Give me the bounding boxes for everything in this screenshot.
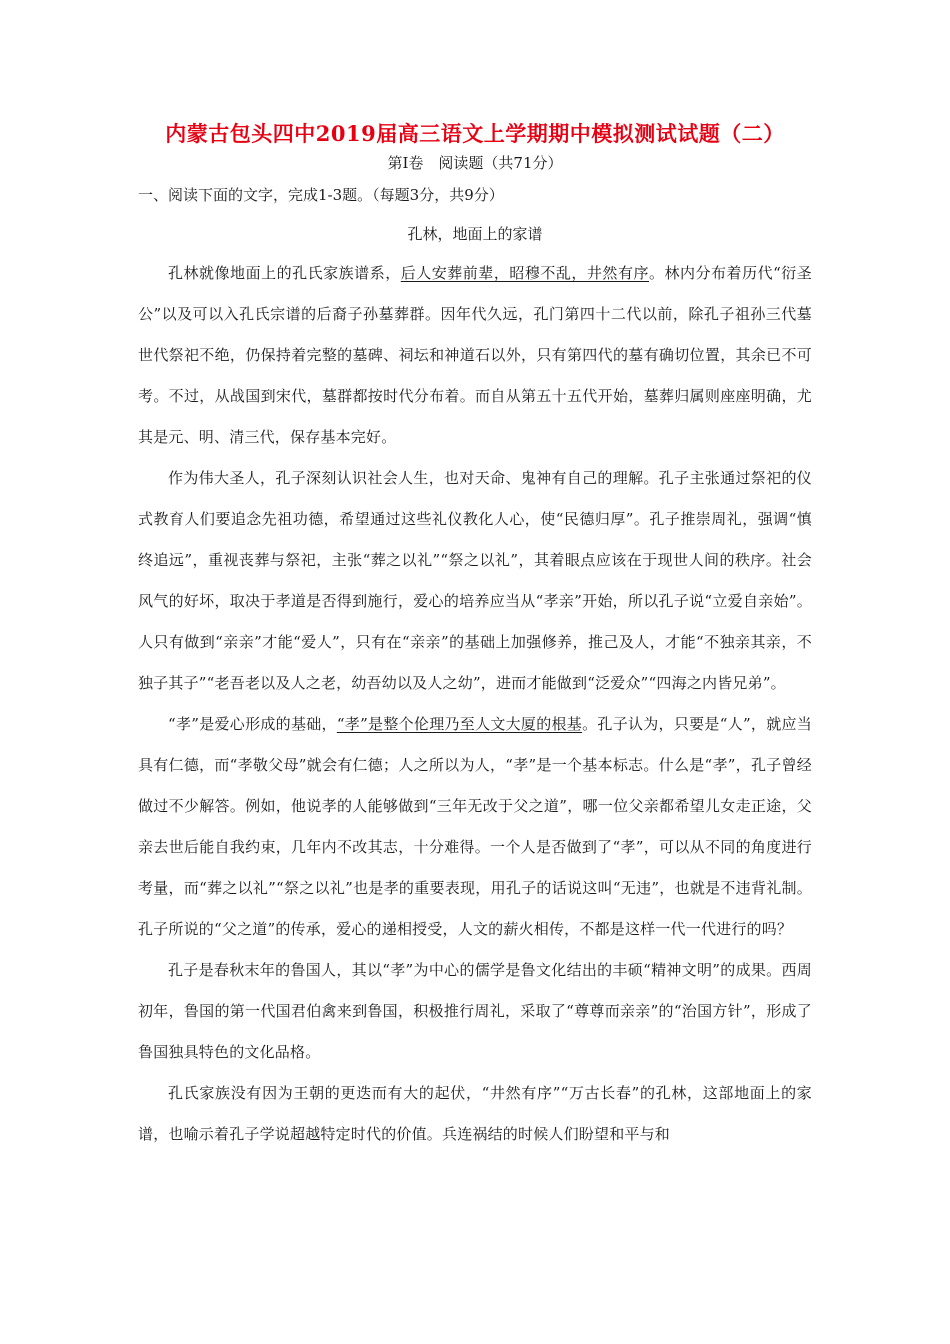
paragraph-3-text-b: 。孔子认为，只要是“人”，就应当具有仁德，而“孝敬父母”就会有仁德；人之所以为人，“孝”是一个基本标志。什么是“孝”，孔子曾经做过不少解答。例如，他说孝的人能够做到“三年无改于父之道”，哪一位父亲都希望儿女走正途，父亲去世后能自我约束，几年内不改其志，十分难得。一个人是否做到了“孝”，可以从不同的角度进行考量，而“葬之以礼”“祭之以礼”也是孝的重要表现，用孔子的话说这叫“无违”，也就是不违背礼制。孔子所说的“父之道”的传承，爱心的递相授受，人文的薪火相传，不都是这样一代一代进行的吗？: [138, 715, 812, 938]
question-instructions: 一、阅读下面的文字，完成1-3题。（每题3分，共9分）: [138, 186, 504, 204]
paragraph-4: 孔子是春秋末年的鲁国人，其以“孝”为中心的儒学是鲁文化结出的丰硕“精神文明”的成果。西周初年，鲁国的第一代国君伯禽来到鲁国，积极推行周礼，采取了“尊尊而亲亲”的“治国方针”，形成了鲁国独具特色的文化品格。: [138, 961, 812, 1061]
paragraph-3-text-a: “孝”是爱心形成的基础，: [168, 715, 337, 733]
paragraph-2: 作为伟大圣人，孔子深刻认识社会人生，也对天命、鬼神有自己的理解。孔子主张通过祭祀的仪式教育人们要追念先祖功德，希望通过这些礼仪教化人心，使“民德归厚”。孔子推崇周礼，强调“慎终追远”，重视丧葬与祭祀，主张“葬之以礼”“祭之以礼”，其着眼点应该在于现世人间的秩序。社会风气的好坏，取决于孝道是否得到施行，爱心的培养应当从“孝亲”开始，所以孔子说“立爱自亲始”。人只有做到“亲亲”才能“爱人”，只有在“亲亲”的基础上加强修养，推己及人，才能“不独亲其亲，不独子其子”“老吾老以及人之老，幼吾幼以及人之幼”，进而才能做到“泛爱众”“四海之内皆兄弟”。: [138, 469, 812, 692]
paragraph-5: 孔氏家族没有因为王朝的更迭而有大的起伏，“井然有序”“万古长春”的孔林，这部地面上的家谱，也喻示着孔子学说超越特定时代的价值。兵连祸结的时候人们盼望和平与和: [138, 1084, 812, 1143]
underlined-phrase-2: “孝”是整个伦理乃至人文大厦的根基: [336, 715, 583, 733]
article-body: [138, 253, 812, 1155]
paragraph-1-text-b: 。林内分布着历代“衍圣公”以及可以入孔氏宗谱的后裔子孙墓葬群。因年代久远，孔门第四十二代以前，除孔子祖孙三代墓世代祭祀不绝，仍保持着完整的墓碑、祠坛和神道石以外，只有第四代的墓有确切位置，其余已不可考。不过，从战国到宋代，墓群都按时代分布着。而自从第五十五代开始，墓葬归属则座座明确，尤其是元、明、清三代，保存基本完好。: [138, 264, 813, 446]
paragraph-1: [138, 253, 812, 458]
document-title: 内蒙古包头四中2019届高三语文上学期期中模拟测试试题（二）: [165, 121, 785, 146]
section-title: 第Ⅰ卷 阅读题（共71分）: [387, 154, 563, 172]
paragraph-3: [138, 704, 812, 950]
paragraph-1-text-a: 孔林就像地面上的孔氏家族谱系，: [168, 264, 401, 282]
underlined-phrase-1: 后人安葬前辈，昭穆不乱，井然有序: [400, 264, 649, 282]
article-title: 孔林，地面上的家谱: [407, 225, 543, 243]
